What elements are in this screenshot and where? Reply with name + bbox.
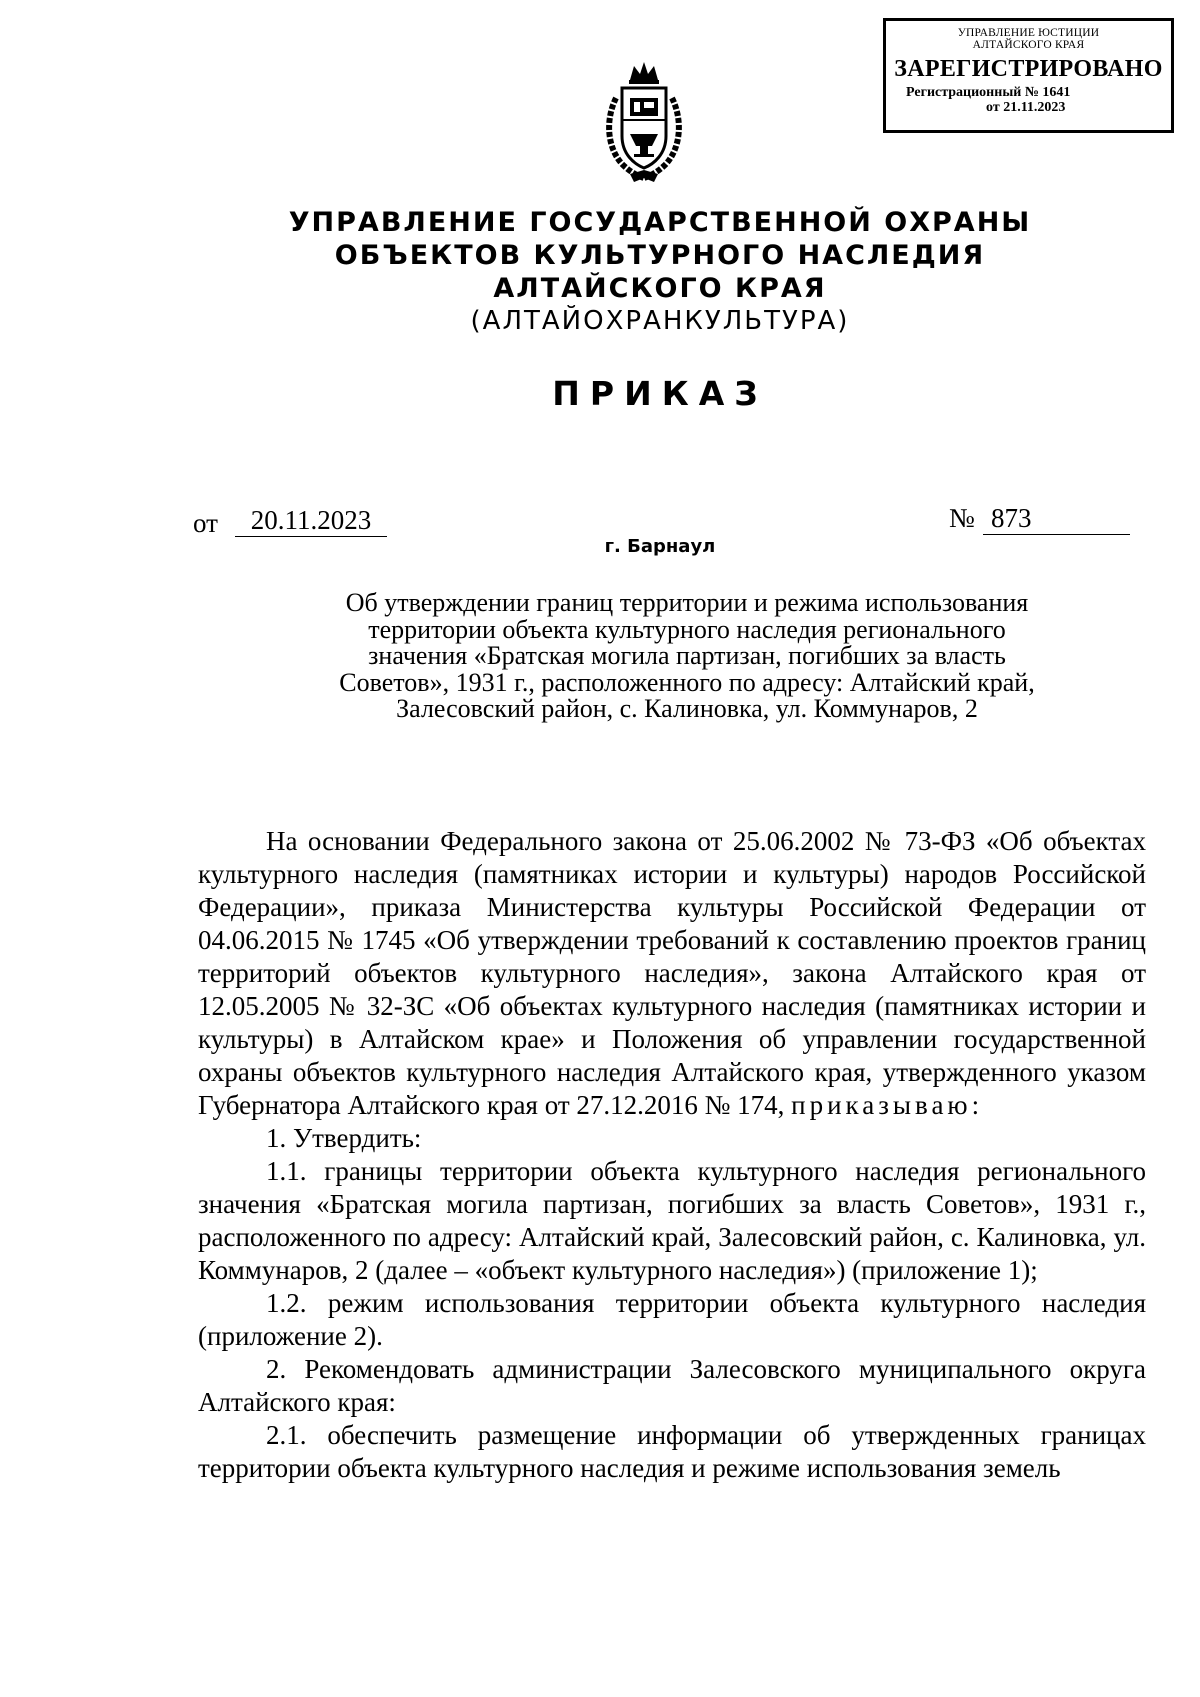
number-label: №	[949, 503, 975, 533]
coat-of-arms-icon	[600, 58, 688, 184]
subject-line: территории объекта культурного наследия регионального	[368, 614, 1006, 644]
document-number: 873	[983, 502, 1130, 535]
subject-line: значения «Братская могила партизан, погибших за власть	[368, 641, 1006, 670]
order-word: приказываю:	[791, 1090, 984, 1120]
document-date: 20.11.2023	[235, 504, 387, 537]
header-line2: ОБЪЕКТОВ КУЛЬТУРНОГО НАСЛЕДИЯ	[334, 240, 986, 271]
item-1-1: 1.1. границы территории объекта культурного наследия регионального значения «Братская могила партизан, погибших за власть Советов», 1931 г., расположенного по адресу: Алтайский край, Залесовский район, с. Калиновка, ул. Коммунаров, 2 (далее – «объект культурного наследия») (приложение 1);	[198, 1156, 1146, 1285]
document-type: ПРИКАЗ	[552, 374, 768, 413]
document-subject	[222, 590, 1152, 723]
stamp-reg-date: от 21.11.2023	[986, 100, 1066, 115]
item-1-2: 1.2. режим использования территории объекта культурного наследия (приложение 2).	[198, 1288, 1146, 1351]
subject-line: Советов», 1931 г., расположенного по адресу: Алтайский край,	[339, 667, 1035, 697]
header-block	[0, 206, 1200, 338]
item-2: 2. Рекомендовать администрации Залесовского муниципального округа Алтайского края:	[198, 1354, 1146, 1417]
subject-line: Об утверждении границ территории и режима использования	[345, 588, 1029, 617]
date-label: от	[193, 508, 218, 538]
subject-line: Залесовский район, с. Калиновка, ул. Коммунаров, 2	[396, 694, 978, 723]
header-abbreviation: (АЛТАЙОХРАНКУЛЬТУРА)	[470, 306, 850, 336]
header-line3: АЛТАЙСКОГО КРАЯ	[493, 273, 827, 304]
item-1: 1. Утвердить:	[266, 1123, 422, 1153]
header-line1: УПРАВЛЕНИЕ ГОСУДАРСТВЕННОЙ ОХРАНЫ	[288, 207, 1032, 238]
body-intro	[198, 825, 1146, 1122]
registration-stamp	[883, 18, 1174, 133]
intro-text: На основании Федерального закона от 25.06.2002 № 73-ФЗ «Об объектах культурного наследия (памятниках истории и культуры) народов Российской Федерации», приказа Министерства культуры Российской Федерации от 04.06.2015 № 1745 «Об утверждении требований к составлению проектов границ территорий объектов культурного наследия», закона Алтайского края от 12.05.2005 № 32-ЗС «Об объектах культурного наследия (памятниках истории и культуры) в Алтайском крае» и Положения об управлении государственной охраны объектов культурного наследия Алтайского края, утвержденного указом Губернатора Алтайского края от 27.12.2016 № 174,	[198, 826, 1146, 1120]
item-2-1: 2.1. обеспечить размещение информации об утвержденных границах территории объекта культурного наследия и режиме использования земель	[198, 1420, 1146, 1483]
document-body	[198, 825, 1146, 1485]
stamp-reg-number: Регистрационный № 1641	[906, 85, 1071, 100]
stamp-status: ЗАРЕГИСТРИРОВАНО	[894, 56, 1163, 82]
stamp-org-line2: АЛТАЙСКОГО КРАЯ	[972, 39, 1085, 51]
stamp-org-line1: УПРАВЛЕНИЕ ЮСТИЦИИ	[957, 27, 1100, 39]
city: г. Барнаул	[604, 536, 716, 557]
